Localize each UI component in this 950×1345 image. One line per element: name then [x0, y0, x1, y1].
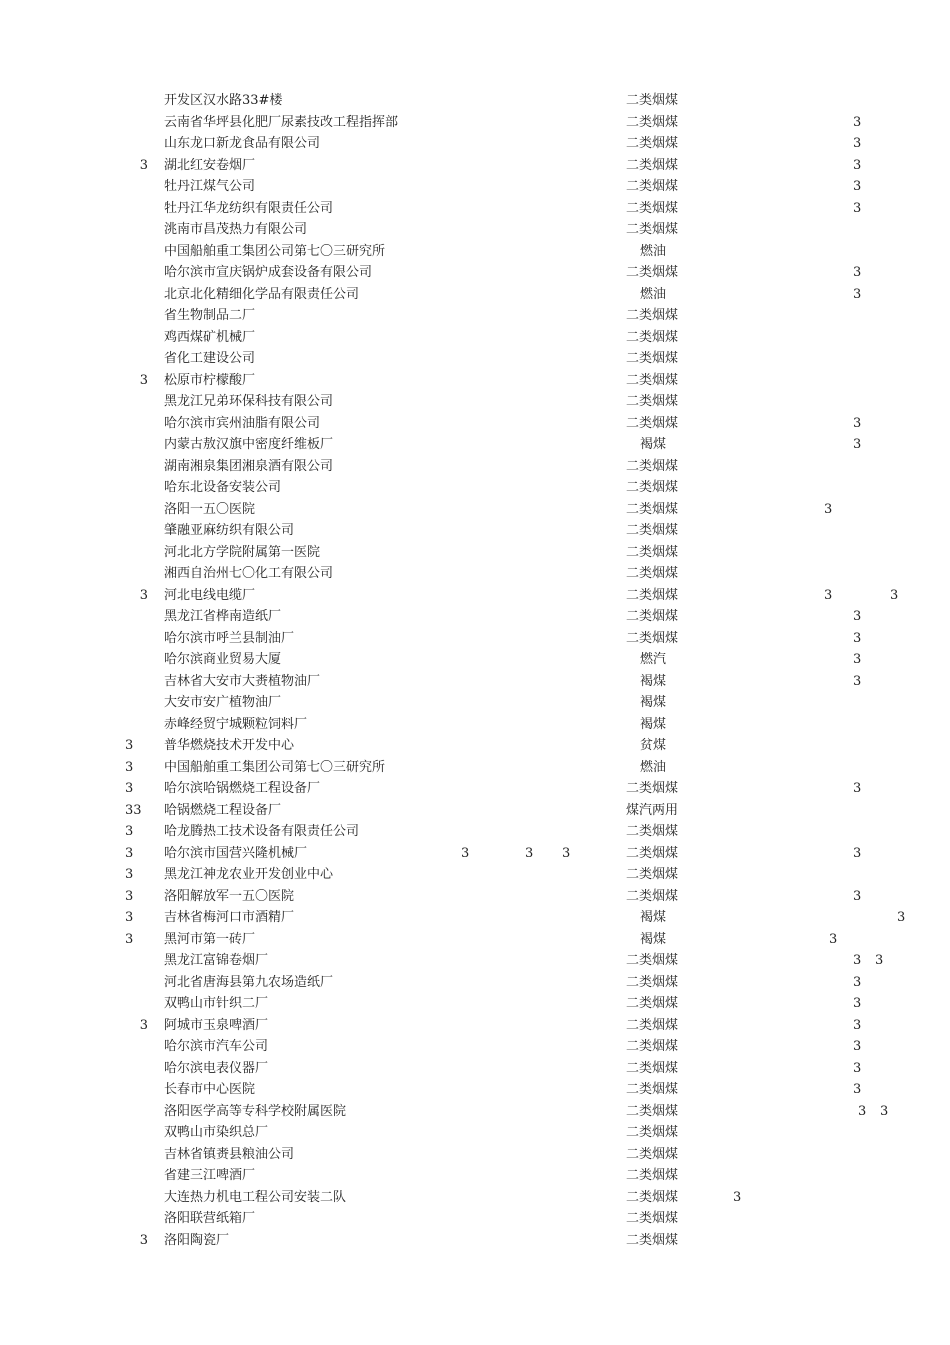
table-row	[0, 1144, 950, 1166]
table-row	[0, 1122, 950, 1144]
mark-cell: 3	[853, 845, 862, 861]
fuel-type: 二类烟煤	[626, 1168, 679, 1183]
fuel-type: 二类烟煤	[626, 523, 679, 538]
row-marker: 3	[139, 1017, 148, 1033]
table-row	[0, 327, 950, 349]
table-row	[0, 907, 950, 929]
table-row	[0, 800, 950, 822]
row-marker: 3	[139, 157, 148, 173]
fuel-type: 二类烟煤	[626, 888, 679, 904]
fuel-type: 二类烟煤	[626, 1103, 679, 1119]
fuel-type: 二类烟煤	[626, 1082, 679, 1097]
table-row	[0, 198, 950, 220]
row-marker: 3	[125, 888, 134, 904]
mark-cell: 3	[853, 1082, 862, 1097]
company-name: 哈东北设备安装公司	[164, 480, 282, 495]
company-name: 普华燃烧技术开发中心	[164, 738, 295, 753]
mark-cell: 3	[853, 437, 862, 452]
company-name: 大连热力机电工程公司安装二队	[164, 1189, 347, 1205]
fuel-type: 贫煤	[640, 738, 667, 753]
company-name: 中国船舶重工集团公司第七〇三研究所	[164, 243, 386, 259]
mark-cell: 3	[853, 114, 862, 130]
mark-cell: 3	[461, 845, 470, 861]
table-row	[0, 241, 950, 263]
fuel-type: 二类烟煤	[626, 1017, 679, 1033]
table-row	[0, 1230, 950, 1252]
mark-cell: 3	[853, 1017, 862, 1033]
mark-cell: 3	[562, 845, 571, 861]
mark-cell: 3	[890, 587, 899, 603]
table-row	[0, 671, 950, 693]
table-row	[0, 262, 950, 284]
table-row	[0, 649, 950, 671]
fuel-type: 二类烟煤	[626, 480, 679, 495]
fuel-type: 二类烟煤	[626, 179, 679, 194]
row-marker: 3	[125, 738, 134, 753]
table-row	[0, 391, 950, 413]
company-name: 湖北红安卷烟厂	[164, 157, 256, 173]
table-body	[0, 90, 950, 1251]
fuel-type: 褐煤	[640, 931, 667, 947]
mark-cell: 3	[853, 888, 862, 904]
table-row	[0, 1036, 950, 1058]
mark-cell: 3	[853, 953, 862, 968]
company-name: 河北电线电缆厂	[164, 587, 256, 603]
company-name: 黑河市第一砖厂	[164, 931, 256, 947]
table-row	[0, 413, 950, 435]
fuel-type: 二类烟煤	[626, 824, 679, 839]
company-name: 肇融亚麻纺织有限公司	[164, 523, 295, 538]
table-row	[0, 714, 950, 736]
table-row	[0, 520, 950, 542]
company-name: 洛阳医学高等专科学校附属医院	[164, 1103, 347, 1119]
company-name: 哈尔滨电表仪器厂	[164, 1060, 269, 1076]
company-name: 哈尔滨市宣庆锅炉成套设备有限公司	[164, 265, 373, 280]
fuel-type: 褐煤	[640, 716, 667, 732]
row-marker: 3	[125, 845, 134, 861]
company-name: 开发区汉水路33#楼	[164, 93, 283, 108]
company-name: 黑龙江省桦南造纸厂	[164, 609, 282, 624]
fuel-type: 二类烟煤	[626, 867, 679, 882]
table-row	[0, 284, 950, 306]
fuel-type: 二类烟煤	[626, 609, 679, 624]
mark-cell: 3	[858, 1103, 867, 1119]
row-marker: 3	[139, 372, 148, 388]
mark-cell: 3	[853, 200, 862, 216]
company-name: 中国船舶重工集团公司第七〇三研究所	[164, 759, 386, 775]
company-name: 哈尔滨市汽车公司	[164, 1039, 269, 1054]
company-name: 山东龙口新龙食品有限公司	[164, 136, 321, 151]
table-row	[0, 778, 950, 800]
fuel-type: 二类烟煤	[626, 501, 679, 517]
fuel-type: 褐煤	[640, 910, 667, 925]
table-row	[0, 628, 950, 650]
company-name: 洮南市昌茂热力有限公司	[164, 222, 308, 237]
fuel-type: 二类烟煤	[626, 329, 679, 345]
company-name: 吉林省镇赉县粮油公司	[164, 1146, 295, 1162]
table-row	[0, 499, 950, 521]
mark-cell: 3	[853, 179, 862, 194]
table-row	[0, 886, 950, 908]
company-name: 鸡西煤矿机械厂	[164, 329, 256, 345]
table-row	[0, 434, 950, 456]
table-row	[0, 542, 950, 564]
mark-cell: 3	[824, 587, 833, 603]
company-name: 哈尔滨商业贸易大厦	[164, 652, 282, 667]
company-name: 北京北化精细化学品有限责任公司	[164, 286, 360, 302]
fuel-type: 二类烟煤	[626, 415, 679, 431]
fuel-type: 煤汽两用	[626, 802, 679, 818]
table-row	[0, 1015, 950, 1037]
table-row	[0, 735, 950, 757]
fuel-type: 二类烟煤	[626, 974, 679, 990]
mark-cell: 3	[853, 652, 862, 667]
company-name: 黑龙江富锦卷烟厂	[164, 953, 269, 968]
table-row	[0, 1058, 950, 1080]
company-name: 洛阳解放军一五〇医院	[164, 888, 295, 904]
company-name: 哈龙腾热工技术设备有限责任公司	[164, 824, 360, 839]
company-name: 哈锅燃烧工程设备厂	[164, 802, 282, 818]
table-row	[0, 563, 950, 585]
mark-cell: 3	[853, 630, 862, 646]
fuel-type: 二类烟煤	[626, 114, 679, 130]
company-name: 湘西自治州七〇化工有限公司	[164, 566, 334, 581]
table-row	[0, 1208, 950, 1230]
table-row	[0, 176, 950, 198]
fuel-type: 二类烟煤	[626, 1125, 679, 1140]
company-name: 黑龙江兄弟环保科技有限公司	[164, 394, 334, 409]
company-name: 大安市安广植物油厂	[164, 695, 282, 710]
table-row	[0, 950, 950, 972]
table-row	[0, 219, 950, 241]
fuel-type: 二类烟煤	[626, 136, 679, 151]
table-row	[0, 929, 950, 951]
mark-cell: 3	[853, 1039, 862, 1054]
table-row	[0, 133, 950, 155]
company-name: 内蒙古敖汉旗中密度纤维板厂	[164, 437, 334, 452]
fuel-type: 燃汽	[640, 652, 667, 667]
mark-cell: 3	[897, 910, 906, 925]
mark-cell: 3	[853, 265, 862, 280]
table-row	[0, 90, 950, 112]
fuel-type: 褐煤	[640, 673, 667, 689]
table-row	[0, 864, 950, 886]
fuel-type: 二类烟煤	[626, 1146, 679, 1162]
fuel-type: 褐煤	[640, 437, 667, 452]
table-row	[0, 843, 950, 865]
fuel-type: 二类烟煤	[626, 566, 679, 581]
company-name: 黑龙江神龙农业开发创业中心	[164, 867, 334, 882]
fuel-type: 二类烟煤	[626, 996, 679, 1011]
company-name: 哈尔滨市宾州油脂有限公司	[164, 415, 321, 431]
row-marker: 3	[125, 824, 134, 839]
table-row	[0, 1165, 950, 1187]
table-row	[0, 456, 950, 478]
mark-cell: 3	[880, 1103, 889, 1119]
table-row	[0, 477, 950, 499]
mark-cell: 3	[853, 974, 862, 990]
company-name: 双鸭山市针织二厂	[164, 996, 269, 1011]
fuel-type: 二类烟煤	[626, 953, 679, 968]
row-marker: 3	[125, 931, 134, 947]
table-row	[0, 692, 950, 714]
company-name: 哈尔滨市国营兴隆机械厂	[164, 845, 308, 861]
table-row	[0, 585, 950, 607]
row-marker: 3	[139, 587, 148, 603]
mark-cell: 3	[829, 931, 838, 947]
mark-cell: 3	[875, 953, 884, 968]
fuel-type: 二类烟煤	[626, 1039, 679, 1054]
fuel-type: 二类烟煤	[626, 200, 679, 216]
fuel-type: 二类烟煤	[626, 630, 679, 646]
row-marker: 3	[125, 867, 134, 882]
table-row	[0, 757, 950, 779]
mark-cell: 3	[853, 609, 862, 624]
mark-cell: 3	[824, 501, 833, 517]
company-name: 河北北方学院附属第一医院	[164, 544, 321, 560]
company-name: 洛阳陶瓷厂	[164, 1232, 230, 1248]
row-marker: 3	[125, 910, 134, 925]
fuel-type: 二类烟煤	[626, 372, 679, 388]
mark-cell: 3	[525, 845, 534, 861]
fuel-type: 二类烟煤	[626, 1211, 679, 1226]
company-name: 洛阳联营纸箱厂	[164, 1211, 256, 1226]
company-name: 省生物制品二厂	[164, 308, 256, 323]
company-name: 哈尔滨市呼兰县制油厂	[164, 630, 295, 646]
table-row	[0, 993, 950, 1015]
fuel-type: 二类烟煤	[626, 157, 679, 173]
fuel-type: 二类烟煤	[626, 458, 679, 474]
mark-cell: 3	[853, 781, 862, 796]
company-name: 吉林省梅河口市酒精厂	[164, 910, 295, 925]
company-name: 河北省唐海县第九农场造纸厂	[164, 974, 334, 990]
table-row	[0, 972, 950, 994]
fuel-type: 二类烟煤	[626, 1060, 679, 1076]
company-name: 湖南湘泉集团湘泉酒有限公司	[164, 458, 334, 474]
fuel-type: 燃油	[640, 286, 667, 302]
mark-cell: 3	[853, 673, 862, 689]
company-name: 牡丹江煤气公司	[164, 179, 256, 194]
mark-cell: 3	[853, 415, 862, 431]
company-name: 吉林省大安市大赉植物油厂	[164, 673, 321, 689]
company-name: 省建三江啤酒厂	[164, 1168, 256, 1183]
mark-cell: 3	[853, 157, 862, 173]
fuel-type: 二类烟煤	[626, 351, 679, 366]
row-marker: 3	[125, 781, 134, 796]
fuel-type: 燃油	[640, 759, 667, 775]
table-row	[0, 370, 950, 392]
table-row	[0, 1079, 950, 1101]
company-name: 云南省华坪县化肥厂尿素技改工程指挥部	[164, 114, 399, 130]
mark-cell: 3	[853, 996, 862, 1011]
mark-cell: 3	[853, 286, 862, 302]
fuel-type: 燃油	[640, 243, 667, 259]
fuel-type: 二类烟煤	[626, 222, 679, 237]
company-name: 双鸭山市染织总厂	[164, 1125, 269, 1140]
table-row	[0, 348, 950, 370]
fuel-type: 二类烟煤	[626, 394, 679, 409]
table-row	[0, 1187, 950, 1209]
fuel-type: 二类烟煤	[626, 1232, 679, 1248]
table-row	[0, 155, 950, 177]
fuel-type: 二类烟煤	[626, 544, 679, 560]
mark-cell: 3	[853, 136, 862, 151]
table-row	[0, 305, 950, 327]
company-name: 洛阳一五〇医院	[164, 501, 256, 517]
company-name: 松原市柠檬酸厂	[164, 372, 256, 388]
mark-cell: 3	[853, 1060, 862, 1076]
fuel-type: 二类烟煤	[626, 93, 679, 108]
fuel-type: 二类烟煤	[626, 265, 679, 280]
table-row	[0, 606, 950, 628]
table-row	[0, 821, 950, 843]
fuel-type: 褐煤	[640, 695, 667, 710]
company-name: 赤峰经贸宁城颗粒饲料厂	[164, 716, 308, 732]
company-name: 阿城市玉泉啤酒厂	[164, 1017, 269, 1033]
company-name: 省化工建设公司	[164, 351, 256, 366]
fuel-type: 二类烟煤	[626, 587, 679, 603]
row-marker: 33	[125, 802, 142, 818]
row-marker: 3	[125, 759, 134, 775]
fuel-type: 二类烟煤	[626, 1189, 679, 1205]
company-name: 牡丹江华龙纺织有限责任公司	[164, 200, 334, 216]
fuel-type: 二类烟煤	[626, 781, 679, 796]
row-marker: 3	[139, 1232, 148, 1248]
table-row	[0, 1101, 950, 1123]
table-row	[0, 112, 950, 134]
fuel-type: 二类烟煤	[626, 308, 679, 323]
mark-cell: 3	[733, 1189, 742, 1205]
fuel-type: 二类烟煤	[626, 845, 679, 861]
company-name: 哈尔滨哈锅燃烧工程设备厂	[164, 781, 321, 796]
company-name: 长春市中心医院	[164, 1082, 256, 1097]
